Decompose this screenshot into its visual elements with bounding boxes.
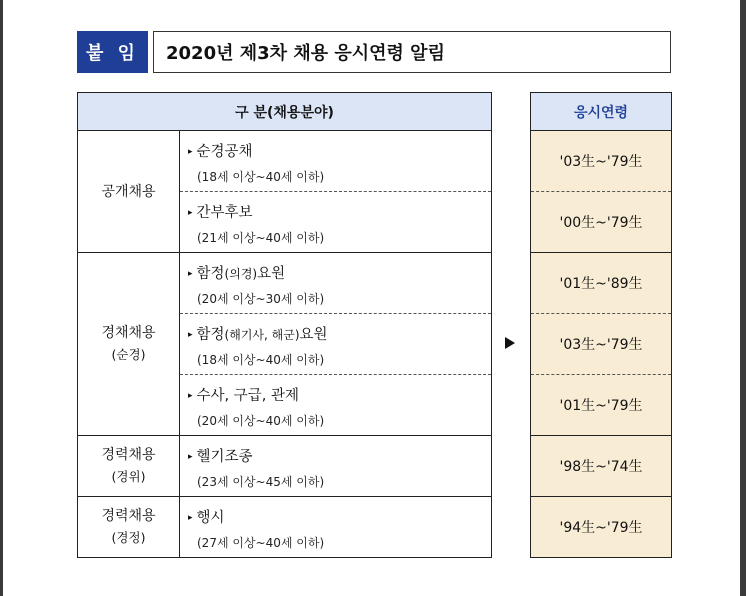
bullet-icon: ▸ <box>188 330 193 340</box>
category-label: 경력채용 <box>101 447 156 463</box>
subcategory-cell <box>180 436 492 497</box>
bullet-icon: ▸ <box>188 269 193 279</box>
bullet-icon: ▸ <box>188 147 193 157</box>
category-cell <box>78 131 180 253</box>
age-value: '94生~'79生 <box>531 497 672 558</box>
age-range-text: (21세 이상~40세 이하) <box>197 231 325 245</box>
age-header: 응시연령 <box>531 93 672 131</box>
category-header: 구 분(채용분야) <box>78 93 492 131</box>
age-value: '03生~'79生 <box>531 131 672 192</box>
age-range-text: (23세 이상~45세 이하) <box>197 475 325 489</box>
category-label: 공개채용 <box>101 183 156 200</box>
category-cell <box>78 436 180 497</box>
subcategory-name: ▸ 수사, 구급, 관제 <box>188 388 300 404</box>
bullet-icon: ▸ <box>188 208 193 218</box>
document-title: 2020년 제3차 채용 응시연령 알림 <box>153 31 671 73</box>
attachment-badge: 붙 임 <box>77 31 148 73</box>
age-value: '01生~'89生 <box>531 253 672 314</box>
subcategory-name: ▸ 순경공채 <box>188 144 253 160</box>
subcategory-cell <box>180 314 492 375</box>
subcategory-name: ▸ 행시 <box>188 510 225 526</box>
window-frame-right <box>740 0 746 596</box>
arrow-right-icon <box>505 337 515 349</box>
subcategory-cell <box>180 497 492 558</box>
bullet-icon: ▸ <box>188 513 193 523</box>
category-sublabel: (경위) <box>111 469 146 484</box>
age-value: '98生~'74生 <box>531 436 672 497</box>
category-cell <box>78 497 180 558</box>
age-range-text: (27세 이상~40세 이하) <box>197 536 325 550</box>
subcategory-name: ▸ 간부후보 <box>188 205 253 221</box>
age-range-text: (20세 이상~40세 이하) <box>197 414 325 428</box>
age-range-text: (18세 이상~40세 이하) <box>197 170 325 184</box>
window-frame-left <box>0 0 3 596</box>
subcategory-cell <box>180 253 492 314</box>
eligible-age-table <box>530 92 672 558</box>
subcategory-name: ▸ 헬기조종 <box>188 449 253 465</box>
category-sublabel: (순경) <box>111 347 146 362</box>
subcategory-cell <box>180 375 492 436</box>
category-cell <box>78 253 180 436</box>
bullet-icon: ▸ <box>188 452 193 462</box>
age-range-text: (20세 이상~30세 이하) <box>197 292 325 306</box>
category-sublabel: (경정) <box>111 530 146 545</box>
age-value: '00生~'79生 <box>531 192 672 253</box>
subcategory-name: ▸ 함정(의경)요원 <box>188 266 286 282</box>
subcategory-cell <box>180 131 492 192</box>
category-label: 경채채용 <box>101 325 156 341</box>
recruitment-category-table <box>77 92 492 558</box>
subcategory-cell <box>180 192 492 253</box>
bullet-icon: ▸ <box>188 391 193 401</box>
age-value: '01生~'79生 <box>531 375 672 436</box>
category-label: 경력채용 <box>101 508 156 524</box>
subcategory-name: ▸ 함정(해기사, 해군)요원 <box>188 327 328 343</box>
age-value: '03生~'79生 <box>531 314 672 375</box>
age-range-text: (18세 이상~40세 이하) <box>197 353 325 367</box>
